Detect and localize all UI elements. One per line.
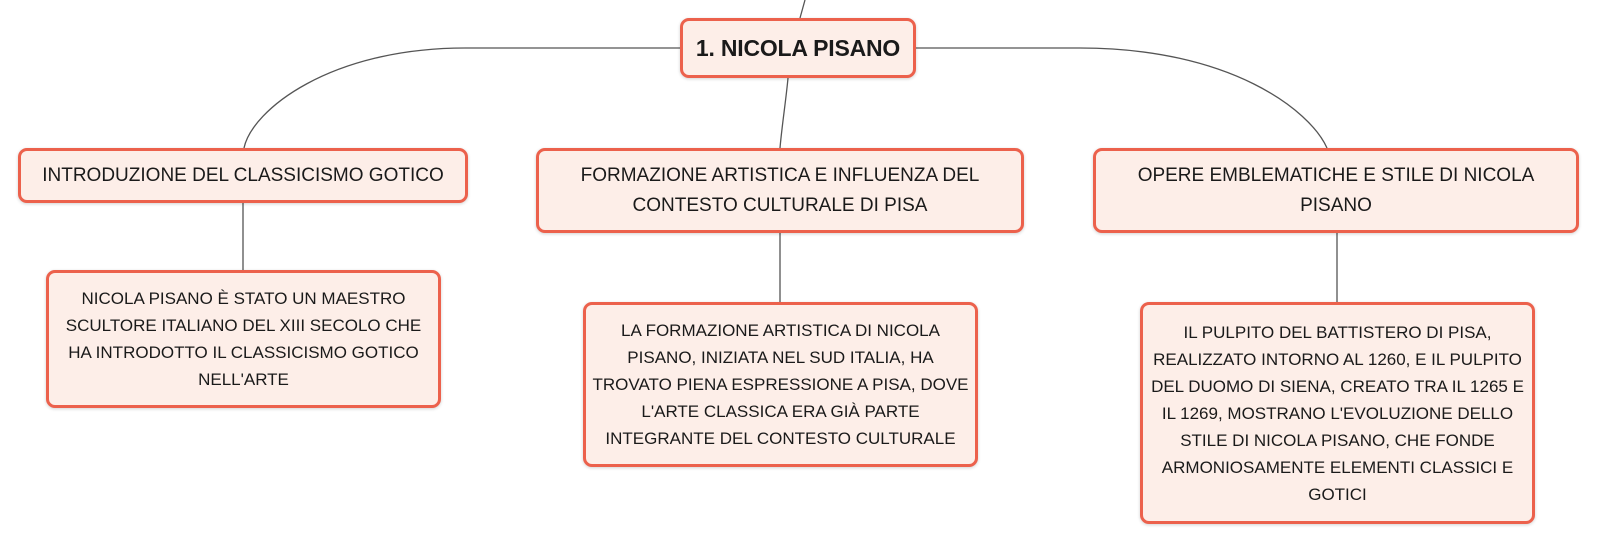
detail-text: NICOLA PISANO È STATO UN MAESTRO SCULTORE ITALIANO DEL XIII SECOLO CHE HA INTRODOTTO IL CLASSICISMO GOTICO NELL'ARTE [65,289,422,389]
root-topic-node[interactable] [680,18,916,78]
branch-label: OPERE EMBLEMATICHE E STILE DI NICOLA PISANO [1137,164,1535,216]
detail-node-formazione[interactable] [583,302,978,467]
branch-label: INTRODUZIONE DEL CLASSICISMO GOTICO [42,164,444,186]
connector-root-to-branch-2 [780,78,788,148]
connector-parent-to-root [800,0,805,18]
detail-text: LA FORMAZIONE ARTISTICA DI NICOLA PISANO, INIZIATA NEL SUD ITALIA, HA TROVATO PIENA ESPRESSIONE A PISA, DOVE L'ARTE CLASSICA ERA GIÀ PARTE INTEGRANTE DEL CONTESTO CULTURALE [592,321,969,448]
branch-node-formazione[interactable] [536,148,1024,233]
detail-text: IL PULPITO DEL BATTISTERO DI PISA, REALIZZATO INTORNO AL 1260, E IL PULPITO DEL DUOMO DI SIENA, CREATO TRA IL 1265 E IL 1269, MOSTRANO L'EVOLUZIONE DELLO STILE DI NICOLA PISANO, CHE FONDE ARMONIOSAMENTE ELEMENTI CLASSICI E GOTICI [1151,322,1524,504]
detail-node-opere[interactable] [1140,302,1535,524]
root-topic-label: 1. NICOLA PISANO [695,34,901,61]
branch-node-introduzione[interactable] [18,148,468,203]
connector-root-to-branch-1 [244,48,680,148]
branch-label: FORMAZIONE ARTISTICA E INFLUENZA DEL CONTESTO CULTURALE DI PISA [580,164,980,216]
detail-node-introduzione[interactable] [46,270,441,408]
connector-root-to-branch-3 [916,48,1327,148]
branch-node-opere[interactable] [1093,148,1579,233]
